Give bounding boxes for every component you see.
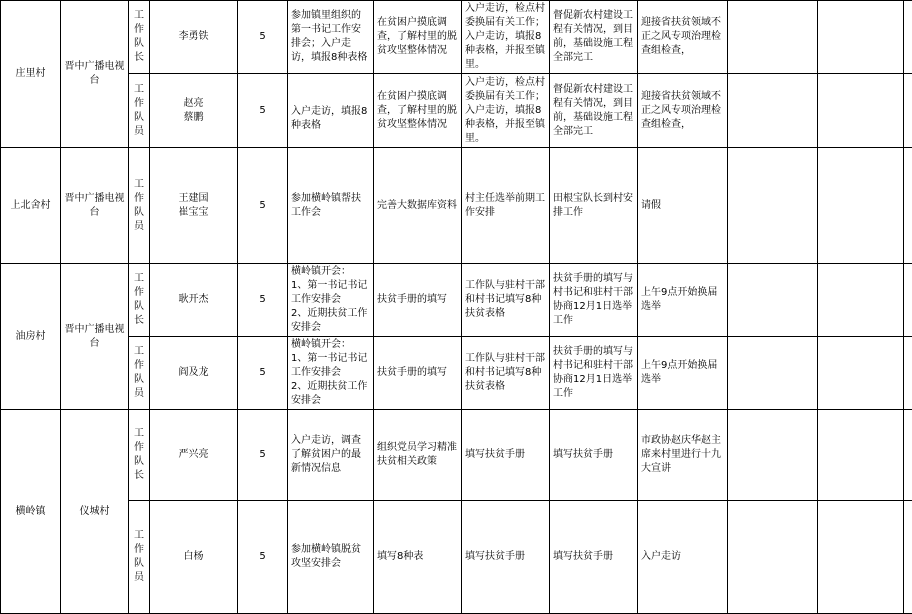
empty-cell [728, 148, 818, 264]
empty-cell [904, 337, 912, 410]
days-cell: 5 [238, 74, 288, 148]
empty-cell [818, 337, 904, 410]
task-cell-3: 入户走访，检点村委换届有关工作；入户走访，填报8种表格，并报至镇里。 [462, 1, 550, 74]
unit-cell: 晋中广播电视台 [61, 264, 129, 410]
role-cell: 工作队长 [129, 264, 150, 337]
task-cell-3: 工作队与驻村干部和村书记填写8种扶贫表格 [462, 264, 550, 337]
table-row [1, 148, 912, 264]
task-cell-1: 入户走访，调查了解贫困户的最新情况信息 [288, 410, 374, 501]
role-cell: 工作队长 [129, 1, 150, 74]
unit-cell: 仪城村 [61, 410, 129, 614]
task-cell-5: 上午9点开始换届选举 [638, 264, 728, 337]
role-cell: 工作队员 [129, 74, 150, 148]
names-cell: 白杨 [150, 501, 238, 614]
task-cell-5: 入户走访 [638, 501, 728, 614]
empty-cell [904, 410, 912, 501]
table-row [1, 264, 912, 337]
task-cell-3: 村主任选举前期工作安排 [462, 148, 550, 264]
table-row [1, 410, 912, 501]
task-cell-3: 工作队与驻村干部和村书记填写8种扶贫表格 [462, 337, 550, 410]
task-cell-2: 组织党员学习精准扶贫相关政策 [374, 410, 462, 501]
task-cell-4: 督促新农村建设工程有关情况，到目前，基础设施工程全部完工 [550, 1, 638, 74]
unit-cell: 晋中广播电视台 [61, 1, 129, 148]
task-cell-2: 扶贫手册的填写 [374, 264, 462, 337]
task-cell-3: 填写扶贫手册 [462, 501, 550, 614]
task-cell-1: 参加镇里组织的第一书记工作安排会；入户走访，填报8种表格 [288, 1, 374, 74]
names-cell: 赵亮 蔡鹏 [150, 74, 238, 148]
names-cell: 李勇铁 [150, 1, 238, 74]
task-cell-5: 迎接省扶贫领域不正之风专项治理检查组检查， [638, 1, 728, 74]
unit-cell: 晋中广播电视台 [61, 148, 129, 264]
empty-cell [728, 337, 818, 410]
empty-cell [728, 74, 818, 148]
empty-cell [818, 74, 904, 148]
village-cell: 庄里村 [1, 1, 61, 148]
task-cell-4: 督促新农村建设工程有关情况，到目前，基础设施工程全部完工 [550, 74, 638, 148]
empty-cell [818, 1, 904, 74]
task-cell-2: 在贫困户摸底调查，了解村里的脱贫攻坚整体情况 [374, 1, 462, 74]
task-cell-1: 参加横岭镇帮扶工作会 [288, 148, 374, 264]
task-cell-1: 横岭镇开会： 1、第一书记书记工作安排会 2、近期扶贫工作安排会 [288, 337, 374, 410]
table-row [1, 337, 912, 410]
days-cell: 5 [238, 1, 288, 74]
task-cell-4: 扶贫手册的填写与村书记和驻村干部协商12月1日选举工作 [550, 337, 638, 410]
empty-cell [904, 501, 912, 614]
task-cell-4: 填写扶贫手册 [550, 501, 638, 614]
empty-cell [904, 148, 912, 264]
empty-cell [904, 1, 912, 74]
days-cell: 5 [238, 337, 288, 410]
village-cell: 油房村 [1, 264, 61, 410]
names-cell: 阎及龙 [150, 337, 238, 410]
task-cell-3: 入户走访，检点村委换届有关工作；入户走访，填报8种表格，并报至镇里。 [462, 74, 550, 148]
task-cell-1: 入户走访，填报8种表格 [288, 74, 374, 148]
task-cell-4: 田根宝队长到村安排工作 [550, 148, 638, 264]
empty-cell [728, 501, 818, 614]
task-cell-2: 填写8种表 [374, 501, 462, 614]
empty-cell [818, 410, 904, 501]
task-cell-1: 参加横岭镇脱贫攻坚安排会 [288, 501, 374, 614]
days-cell: 5 [238, 264, 288, 337]
role-cell: 工作队员 [129, 337, 150, 410]
role-cell: 工作队员 [129, 148, 150, 264]
task-cell-1: 横岭镇开会： 1、第一书记书记工作安排会 2、近期扶贫工作安排会 [288, 264, 374, 337]
names-cell: 王建国 崔宝宝 [150, 148, 238, 264]
table-row [1, 1, 912, 74]
task-cell-2: 在贫困户摸底调查，了解村里的脱贫攻坚整体情况 [374, 74, 462, 148]
task-cell-5: 请假 [638, 148, 728, 264]
task-cell-5: 上午9点开始换届选举 [638, 337, 728, 410]
village-cell: 横岭镇 [1, 410, 61, 614]
task-cell-2: 完善大数据库资料 [374, 148, 462, 264]
empty-cell [728, 264, 818, 337]
days-cell: 5 [238, 501, 288, 614]
empty-cell [818, 264, 904, 337]
empty-cell [904, 74, 912, 148]
task-cell-5: 迎接省扶贫领域不正之风专项治理检查组检查， [638, 74, 728, 148]
task-cell-4: 扶贫手册的填写与村书记和驻村干部协商12月1日选举工作 [550, 264, 638, 337]
village-cell: 上北舍村 [1, 148, 61, 264]
table-row [1, 501, 912, 614]
empty-cell [818, 148, 904, 264]
table-row [1, 74, 912, 148]
role-cell: 工作队长 [129, 410, 150, 501]
role-cell: 工作队员 [129, 501, 150, 614]
empty-cell [728, 1, 818, 74]
empty-cell [728, 410, 818, 501]
empty-cell [818, 501, 904, 614]
task-cell-3: 填写扶贫手册 [462, 410, 550, 501]
names-cell: 严兴亮 [150, 410, 238, 501]
task-cell-4: 填写扶贫手册 [550, 410, 638, 501]
days-cell: 5 [238, 148, 288, 264]
task-cell-5: 市政协赵庆华赵主席来村里进行十九大宣讲 [638, 410, 728, 501]
days-cell: 5 [238, 410, 288, 501]
task-cell-2: 扶贫手册的填写 [374, 337, 462, 410]
empty-cell [904, 264, 912, 337]
names-cell: 耿开杰 [150, 264, 238, 337]
